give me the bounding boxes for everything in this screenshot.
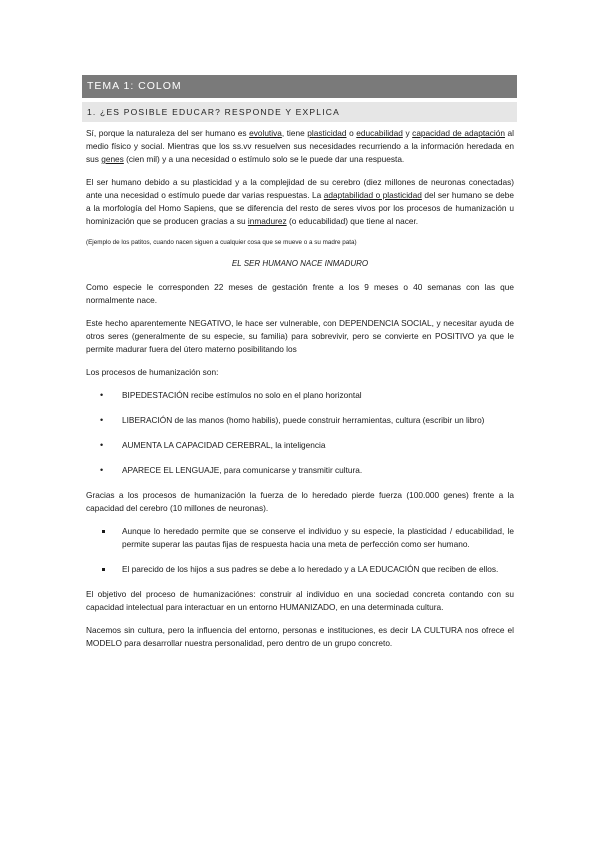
paragraph-3: Como especie le corresponden 22 meses de gestación frente a los 9 meses o 40 semanas con las que normalmente nace. [86,282,514,305]
list-item: Aunque lo heredado permite que se conserve el individuo y su especie, la plasticidad / educabilidad, le permite superar las pautas fijas de respuesta hacia una meta de perfección como ser humano. [86,525,514,551]
text-segment: (cien mil) y a una necesidad o estímulo solo se le puede dar una respuesta. [123,154,405,164]
paragraph-2 [86,176,514,228]
paragraph-1 [86,127,514,166]
list-item: • BIPEDESTACIÓN recibe estímulos no solo en el plano horizontal [86,389,514,402]
heredity-points-list [86,525,514,576]
section-heading: 1. ¿ES POSIBLE EDUCAR? RESPONDE Y EXPLICA [87,107,340,117]
text-segment: y [402,128,413,138]
section-heading-bar [82,102,517,122]
underlined-term: inmadurez [247,216,287,226]
paragraph-6: Gracias a los procesos de humanización la fuerza de lo heredado pierde fuerza (100.000 genes) frente a la capacidad del cerebro (10 millones de neuronas). [86,490,514,513]
text-segment: o [346,128,357,138]
text-segment: , tiene [281,128,308,138]
document-body [86,127,514,660]
paragraph-8: Nacemos sin cultura, pero la influencia del entorno, personas e instituciones, es decir LA CULTURA nos ofrece el MODELO para desarrollar nuestra personalidad, pero dentro de un grupo concreto. [86,625,514,648]
example-note: (Ejemplo de los patitos, cuando nacen siguen a cualquier cosa que se mueve o a su madre pata) [86,239,357,246]
topic-title-bar [82,75,517,98]
text-segment: (o educabilidad) que tiene al nacer. [286,216,419,226]
paragraph-7: El objetivo del proceso de humanizaciónes: construir al individuo en una sociedad concreta contando con su capacidad intelectual para interactuar en un entorno HUMANIZADO, en una determinada cultura. [86,589,514,612]
list-item: • AUMENTA LA CAPACIDAD CEREBRAL, la inteligencia [86,439,514,452]
text-segment: del ser humano se debe a la morfología del Homo Sapiens, que se diferencia del resto de seres vivos por los procesos de humanización u hominización que se producen gracias a su [86,190,515,226]
topic-title: TEMA 1: COLOM [87,80,182,92]
humanization-process-list [86,389,514,477]
underlined-term: genes [101,154,124,164]
text-segment: al medio físico y social. Mientras que los ss.vv resuelven sus necesidades recurriendo a la información heredada en sus [86,128,514,164]
paragraph-4: Este hecho aparentemente NEGATIVO, le hace ser vulnerable, con DEPENDENCIA SOCIAL, y necesitar ayuda de otros seres (generalmente de su especie, su familia) para sobrevivir, pero se convierte en POSITIVO ya que le permite madurar fuera del útero materno posibilitando los [86,318,514,354]
subsection-title: EL SER HUMANO NACE INMADURO [231,259,369,268]
underlined-term: plasticidad [307,128,347,138]
text-segment: Sí, porque la naturaleza del ser humano es [86,128,250,138]
list-item: • LIBERACIÓN de las manos (homo habilis), puede construir herramientas, cultura (escribir un libro) [86,414,514,427]
list-item: • APARECE EL LENGUAJE, para comunicarse y transmitir cultura. [86,464,514,477]
underlined-term: capacidad de adaptación [412,128,505,138]
paragraph-5: Los procesos de humanización son: [86,367,219,377]
text-segment: El ser humano debido a su plasticidad y a la complejidad de su cerebro (diez millones de neuronas conectadas) ante una necesidad o estímulo puede dar varias respuestas. La [86,177,514,200]
underlined-term: educabilidad [356,128,403,138]
underlined-term: evolutiva [249,128,282,138]
list-item: El parecido de los hijos a sus padres se debe a lo heredado y a LA EDUCACIÓN que reciben de ellos. [86,563,514,576]
underlined-term: adaptabilidad o plasticidad [323,190,422,200]
